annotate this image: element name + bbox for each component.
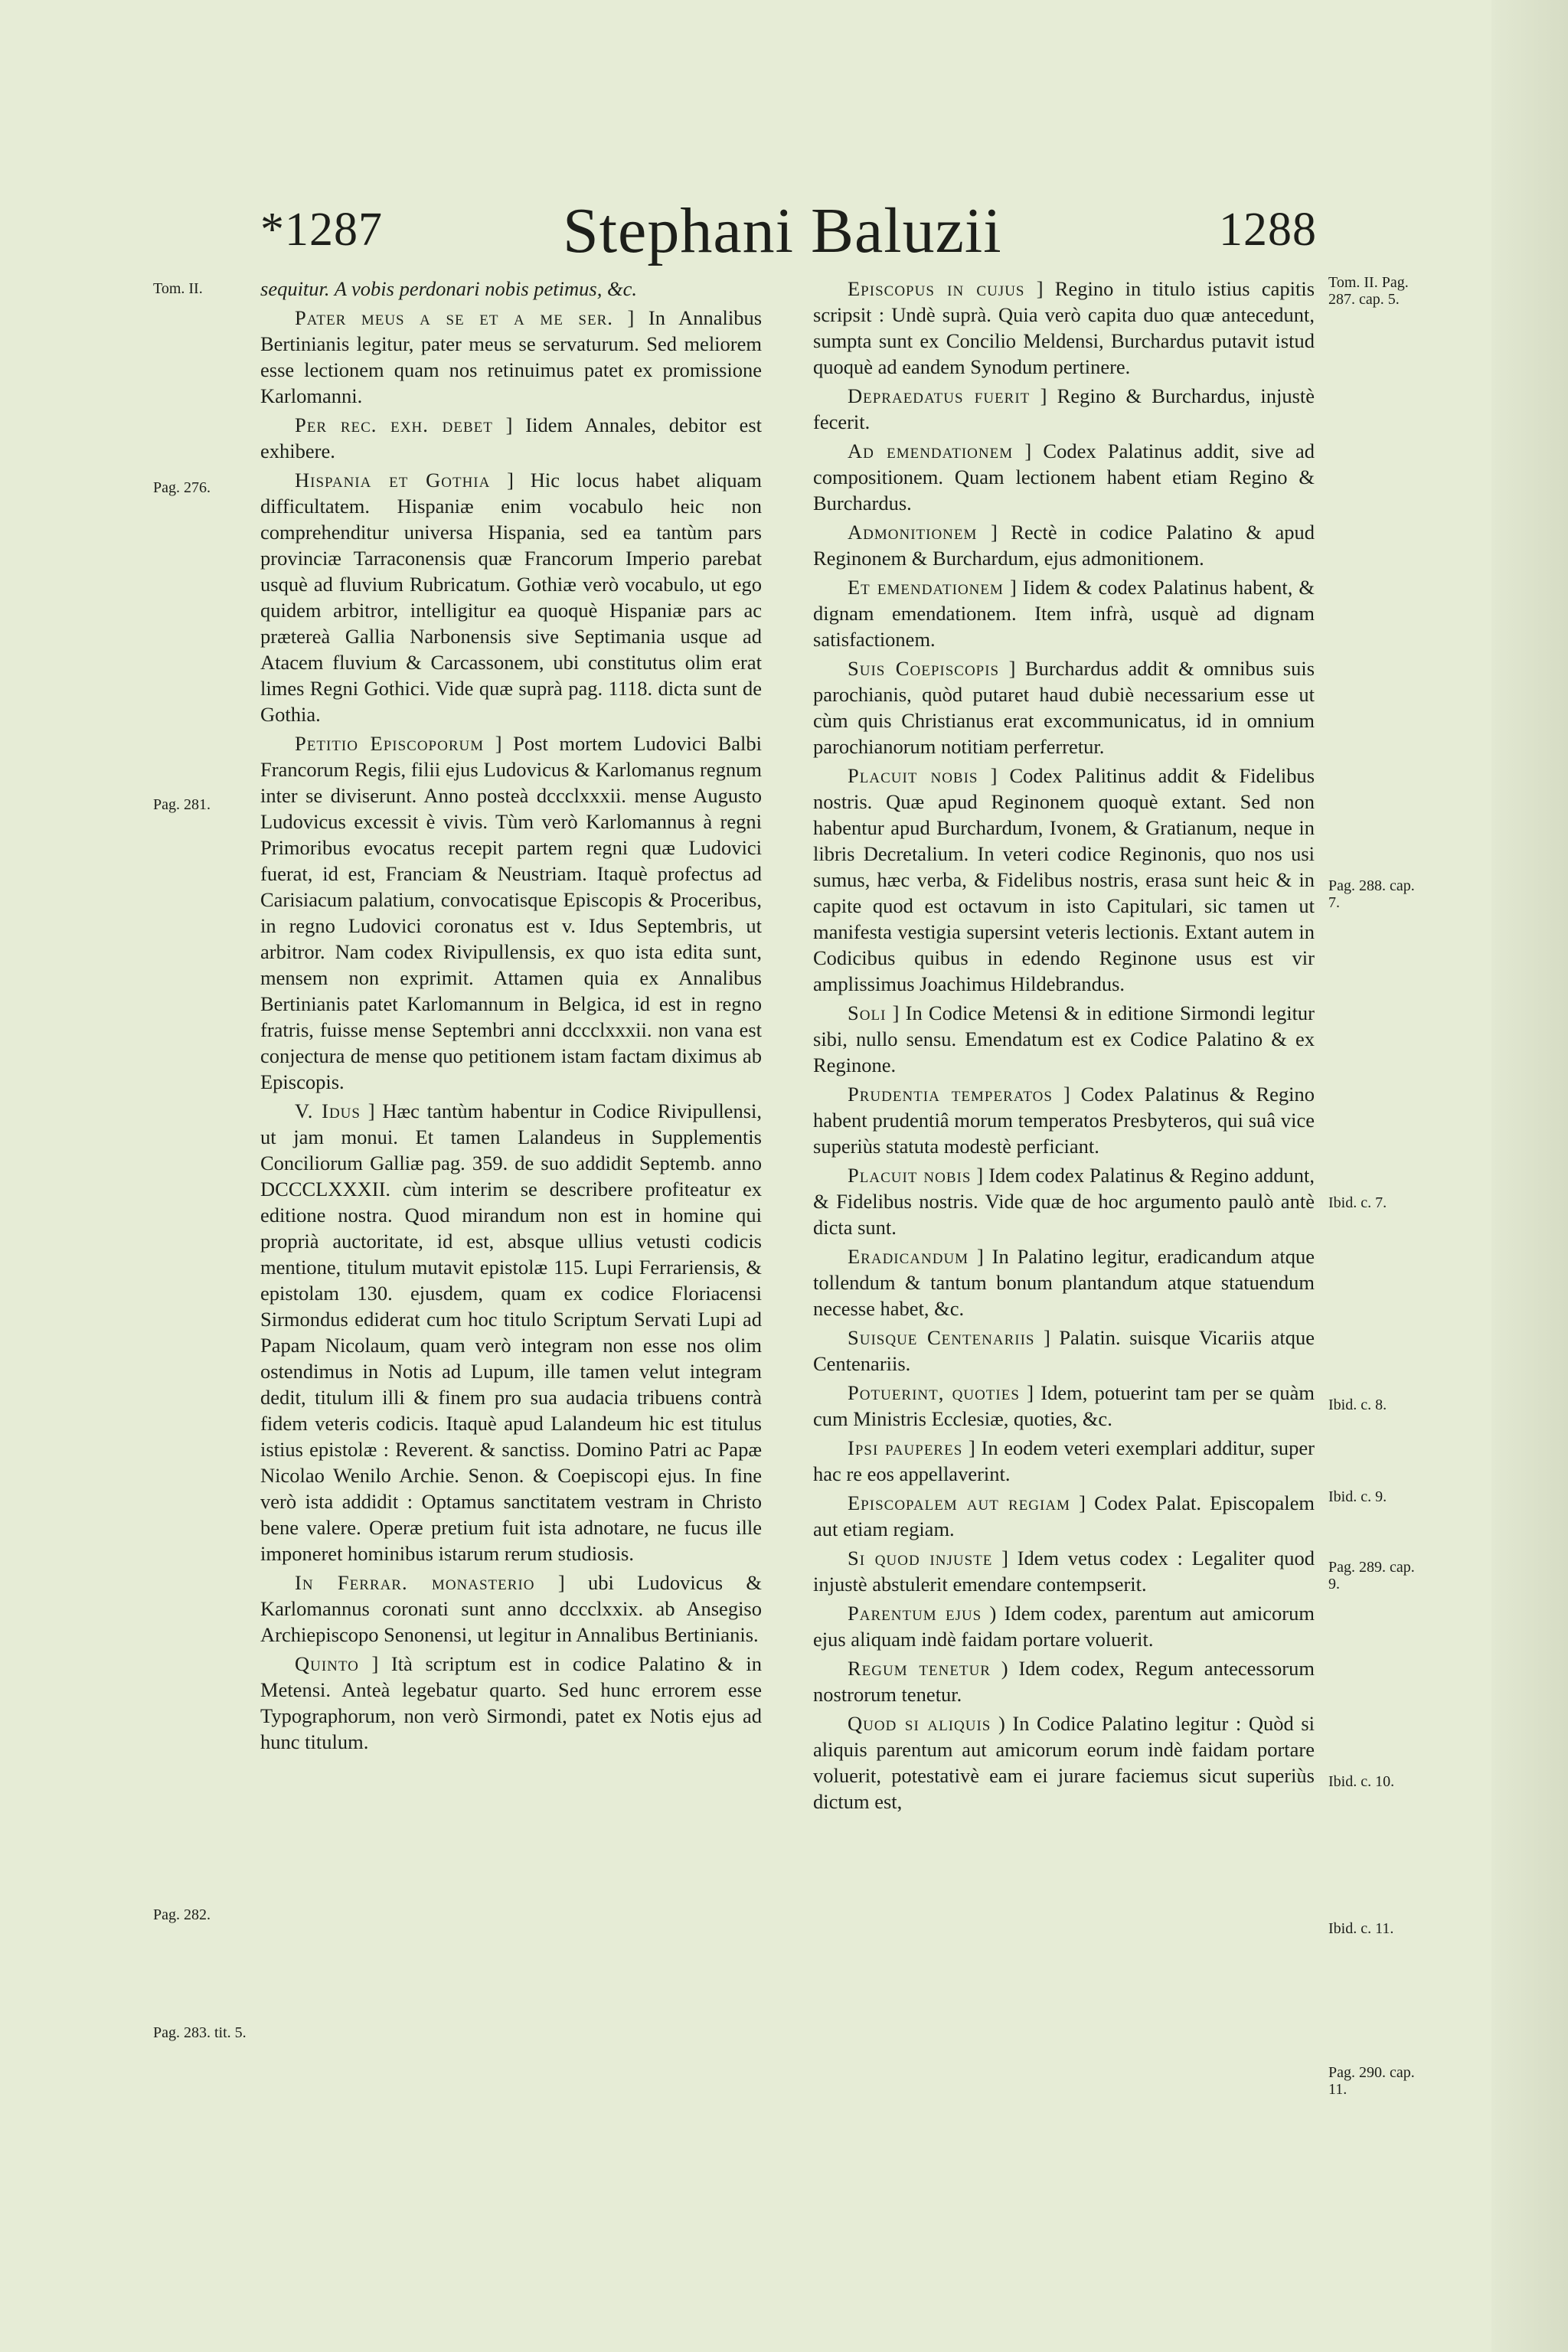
- annotation-paragraph: [813, 276, 1315, 380]
- annotation-text: ] Post mortem Ludovici Balbi Francorum Regis, filii ejus Ludovicus & Karlomanus regnum inter se diviserunt. Anno posteà dccclxxxii. mense Augusto Ludovicus excessit è vivis. Tùm verò Karlomannus à regni Primoribus evocatus recepit partem regni quæ Ludovici fuerat, id est, Franciam & Neustriam. Itaquè profectus ad Carisiacum palatium, convocatisque Episcopis & Proceribus, in regno Ludovici coronatus est v. Idus Septembris, ut arbitror. Nam codex Rivipullensis, ex quo ista edita sunt, mensem non exprimit. Attamen quia ex Annalibus Bertinianis patet Karlomannum in Belgica, id est in regno fratris, fuisse mense Septembri anni dccclxxxii. non vana est conjectura de mense quo petitionem istam factam diximus ab Episcopis.: [260, 732, 762, 1093]
- lemma: Quod si aliquis: [848, 1712, 991, 1735]
- annotation-text: ] In Codice Metensi & in editione Sirmondi legitur sibi, nullo sensu. Emendatum est ex Codice Palatino & ex Reginone.: [813, 1001, 1315, 1076]
- margin-note-right: Tom. II. Pag. 287. cap. 5.: [1328, 274, 1409, 308]
- page-number-left: *1287: [260, 204, 383, 256]
- annotation-text: ] ubi Ludovicus & Karlomannus coronati sunt anno dccclxxix. ab Ansegiso Archiepiscopo Senonensi, ut legitur in Annalibus Bertinianis.: [260, 1571, 763, 1646]
- margin-note-right: Ibid. c. 7.: [1328, 1194, 1387, 1211]
- margin-note-left: Pag. 281.: [153, 796, 211, 813]
- margin-note-right: Pag. 290. cap. 11.: [1328, 2064, 1415, 2098]
- annotation-paragraph: [813, 655, 1315, 760]
- annotation-paragraph: [260, 1570, 762, 1648]
- annotation-text: ] Regino & Burchardus, injustè fecerit.: [813, 384, 1315, 433]
- lemma: In Ferrar. monasterio: [295, 1571, 535, 1594]
- annotation-paragraph: [260, 730, 762, 1095]
- annotation-text: ) In Codice Palatino legitur : Quòd si aliquis parentum aut amicorum eorum indè faidam portare voluerit, potestativè eam ei jurare faciemus sicut superiùs dictum est,: [813, 1712, 1315, 1813]
- lemma: Episcopalem aut regiam: [848, 1491, 1070, 1514]
- annotation-text: ] In Palatino legitur, eradicandum atque tollendum & tantum bonum plantandum atque statuendum necesse habet, &c.: [813, 1245, 1315, 1320]
- annotation-text: ] Idem, potuerint tam per se quàm cum Ministris Ecclesiæ, quoties, &c.: [813, 1381, 1315, 1430]
- annotation-text: ] Hæc tantùm habentur in Codice Rivipullensi, ut jam monui. Et tamen Lalandeus in Supplementis Conciliorum Galliæ pag. 359. de suo addidit Septemb. anno DCCCLXXXII. cùm interim se describere profiteatur ex editione nostra. Quod mirandum non est in homine qui proprià auctoritate, id est, absque ullius vetusti codicis mentione, titulum mutavit epistolæ 115. Lupi Ferrariensis, & epistolam 130. ejusdem, quam ex codice Floriacensi Sirmondus ediderat cum hoc titulo Scriptum Servati Lupi ad Papam Nicolaum, quam verò integram non esse nos olim ostendimus in Notis ad Lupum, ille tamen velut integram dedit, titulum illi & finem pro sua audacia tribuens contrà fidem veteris codicis. Itaquè apud Lalandeum hic est titulus istius epistolæ : Reverent. & sanctiss. Domino Patri ac Papæ Nicolao Wenilo Archie. Senon. & Coepiscopi ejus. In fine verò ista addidit : Optamus sanctitatem vestram in Christo bene valere. Operæ pretium fuit ista adnotare, ne fucus ille imponeret hominibus istarum rerum studiosis.: [260, 1099, 762, 1565]
- lemma: Ipsi pauperes: [848, 1436, 963, 1459]
- lemma: Per rec. exh. debet: [295, 413, 493, 436]
- margin-note-right: Pag. 289. cap. 9.: [1328, 1559, 1415, 1592]
- annotation-paragraph: [260, 276, 762, 302]
- annotation-paragraph: [260, 412, 762, 464]
- annotation-paragraph: [813, 1000, 1315, 1078]
- margin-note-right: Pag. 288. cap. 7.: [1328, 877, 1415, 911]
- annotation-text: ] Codex Palat. Episcopalem aut etiam regiam.: [813, 1491, 1315, 1540]
- lemma: Si quod injuste: [848, 1547, 993, 1570]
- lemma: Pater meus a se et a me ser.: [295, 306, 613, 329]
- margin-note-right: Ibid. c. 8.: [1328, 1396, 1387, 1413]
- lemma: Ad emendationem: [848, 439, 1014, 462]
- lemma: Petitio Episcoporum: [295, 732, 485, 755]
- margin-note-left: Pag. 282.: [153, 1906, 211, 1923]
- annotation-text: ] Ità scriptum est in codice Palatino & in Metensi. Anteà legebatur quarto. Sed hunc errorem esse Typographorum, non verò Sirmondi, patet ex Notis ejus ad hunc titulum.: [260, 1652, 762, 1753]
- annotation-text: ] Codex Palitinus addit & Fidelibus nostris. Quæ apud Reginonem quoquè extant. Sed non habentur apud Burchardum, Ivonem, & Gratianum, neque in libris Decretalium. In veteri codice Reginonis, quo nos usi sumus, hæc verba, & Fidelibus nostris, erasa sunt heic & in capite quod est octavum in isto Capitulari, sic tamen ut manifesta vestigia supersint veteris lectionis. Extant autem in Codicibus quibus in edendo Reginone usus est vir amplissimus Joachimus Hildebrandus.: [813, 764, 1315, 995]
- annotation-paragraph: [813, 1162, 1315, 1240]
- annotation-text: ] Iidem Annales, debitor est exhibere.: [260, 413, 762, 462]
- lemma: Placuit nobis: [848, 1164, 972, 1187]
- annotation-text: sequitur. A vobis perdonari nobis petimus, &c.: [260, 277, 637, 300]
- lemma: Admonitionem: [848, 521, 978, 544]
- lemma: Suisque Centenariis: [848, 1326, 1035, 1349]
- annotation-paragraph: [813, 1545, 1315, 1597]
- page-edge-shadow: [1491, 0, 1568, 2352]
- annotation-paragraph: [813, 1081, 1315, 1159]
- lemma: Et emendationem: [848, 576, 1004, 599]
- annotation-paragraph: [260, 1098, 762, 1566]
- margin-note-right: Ibid. c. 11.: [1328, 1920, 1394, 1937]
- annotation-paragraph: [813, 1243, 1315, 1321]
- annotation-text: ] Idem codex Palatinus & Regino addunt, & Fidelibus nostris. Vide quæ de hoc argumento paulò antè dicta sunt.: [813, 1164, 1315, 1239]
- annotation-text: ] Idem vetus codex : Legaliter quod injustè abstulerit emendare contempserit.: [813, 1547, 1315, 1596]
- annotation-paragraph: [813, 574, 1315, 652]
- annotation-text: ) Idem codex, Regum antecessorum nostrorum tenetur.: [813, 1657, 1315, 1706]
- right-column: [813, 276, 1315, 1818]
- lemma: Eradicandum: [848, 1245, 969, 1268]
- annotation-text: ] Palatin. suisque Vicariis atque Centenariis.: [813, 1326, 1315, 1375]
- margin-note-left: Pag. 276.: [153, 479, 211, 496]
- margin-note-right: Ibid. c. 9.: [1328, 1488, 1387, 1505]
- annotation-paragraph: [813, 1600, 1315, 1652]
- annotation-paragraph: [813, 1325, 1315, 1377]
- annotation-paragraph: [813, 1435, 1315, 1487]
- annotation-paragraph: [813, 519, 1315, 571]
- annotation-text: ] Iidem & codex Palatinus habent, & dignam emendationem. Item infrà, usquè ad dignam satisfactionem.: [813, 576, 1315, 651]
- annotation-text: ] Rectè in codice Palatino & apud Reginonem & Burchardum, ejus admonitionem.: [813, 521, 1315, 570]
- annotation-text: ) Idem codex, parentum aut amicorum ejus aliquam indè faidam portare voluerit.: [813, 1602, 1315, 1651]
- annotation-paragraph: [260, 305, 762, 409]
- lemma: Parentum ejus: [848, 1602, 982, 1625]
- annotation-paragraph: [260, 467, 762, 727]
- annotation-text: ] Regino in titulo istius capitis scripsit : Undè suprà. Quia verò capita duo quæ antecedunt, sumpta sunt ex Concilio Meldensi, Burchardus putavit istud quoquè ad eandem Synodum pertinere.: [813, 277, 1315, 378]
- annotation-text: ] Codex Palatinus & Regino habent prudentiâ morum temperatos Presbyteros, qui suâ vice superiùs statuta modestè perficiant.: [813, 1083, 1315, 1158]
- left-column: [260, 276, 762, 1758]
- annotation-text: ] Burchardus addit & omnibus suis parochianis, quòd putaret haud dubiè necessarium esse ut cùm quis Christianus erat excommunicatus, id in omnium parochianorum notitiam perferretur.: [813, 657, 1315, 758]
- margin-note-left: Tom. II.: [153, 280, 203, 297]
- annotation-text: ] Hic locus habet aliquam difficultatem. Hispaniæ enim vocabulo heic non comprehenditur universa Hispania, sed ea tantùm pars provinciæ Tarraconensis quæ Francorum Imperio parebat usquè ad fluvium Rubricatum. Gothiæ verò vocabulo, ut ego quidem arbitror, intelligitur ea quoquè Hispaniæ pars ac prætereà Gallia Narbonensis sive Septimania usque ad Atacem fluvium & Carcassonem, ubi constitutus olim erat limes Regni Gothici. Vide quæ suprà pag. 1118. dicta sunt de Gothia.: [260, 469, 762, 726]
- lemma: Potuerint, quoties: [848, 1381, 1020, 1404]
- lemma: Quinto: [295, 1652, 359, 1675]
- annotation-paragraph: [813, 763, 1315, 997]
- annotation-text: ] In eodem veteri exemplari additur, super hac re eos appellaverint.: [813, 1436, 1315, 1485]
- lemma: Depraedatus fuerit: [848, 384, 1031, 407]
- lemma: V. Idus: [295, 1099, 361, 1122]
- lemma: Regum tenetur: [848, 1657, 991, 1680]
- annotation-paragraph: [813, 1655, 1315, 1707]
- annotation-paragraph: [260, 1651, 762, 1755]
- annotation-text: ] In Annalibus Bertinianis legitur, pater meus se servaturum. Sed meliorem esse lectionem quam nos retinuimus patet ex promissione Karlomanni.: [260, 306, 763, 407]
- lemma: Suis Coepiscopis: [848, 657, 1000, 680]
- margin-note-right: Ibid. c. 10.: [1328, 1773, 1395, 1790]
- running-header: [0, 188, 1568, 264]
- annotation-paragraph: [813, 1380, 1315, 1432]
- lemma: Placuit nobis: [848, 764, 978, 787]
- lemma: Episcopus in cujus: [848, 277, 1025, 300]
- annotation-paragraph: [813, 438, 1315, 516]
- lemma: Soli: [848, 1001, 887, 1024]
- annotation-paragraph: [813, 1710, 1315, 1815]
- annotation-paragraph: [813, 383, 1315, 435]
- lemma: Hispania et Gothia: [295, 469, 491, 492]
- running-title: Stephani Baluzii: [563, 195, 1002, 266]
- margin-note-left: Pag. 283. tit. 5.: [153, 2024, 247, 2041]
- lemma: Prudentia temperatos: [848, 1083, 1053, 1106]
- annotation-text: ] Codex Palatinus addit, sive ad compositionem. Quam lectionem habent etiam Regino & Burchardus.: [813, 439, 1315, 514]
- annotation-paragraph: [813, 1490, 1315, 1542]
- page-number-right: 1288: [1219, 204, 1317, 256]
